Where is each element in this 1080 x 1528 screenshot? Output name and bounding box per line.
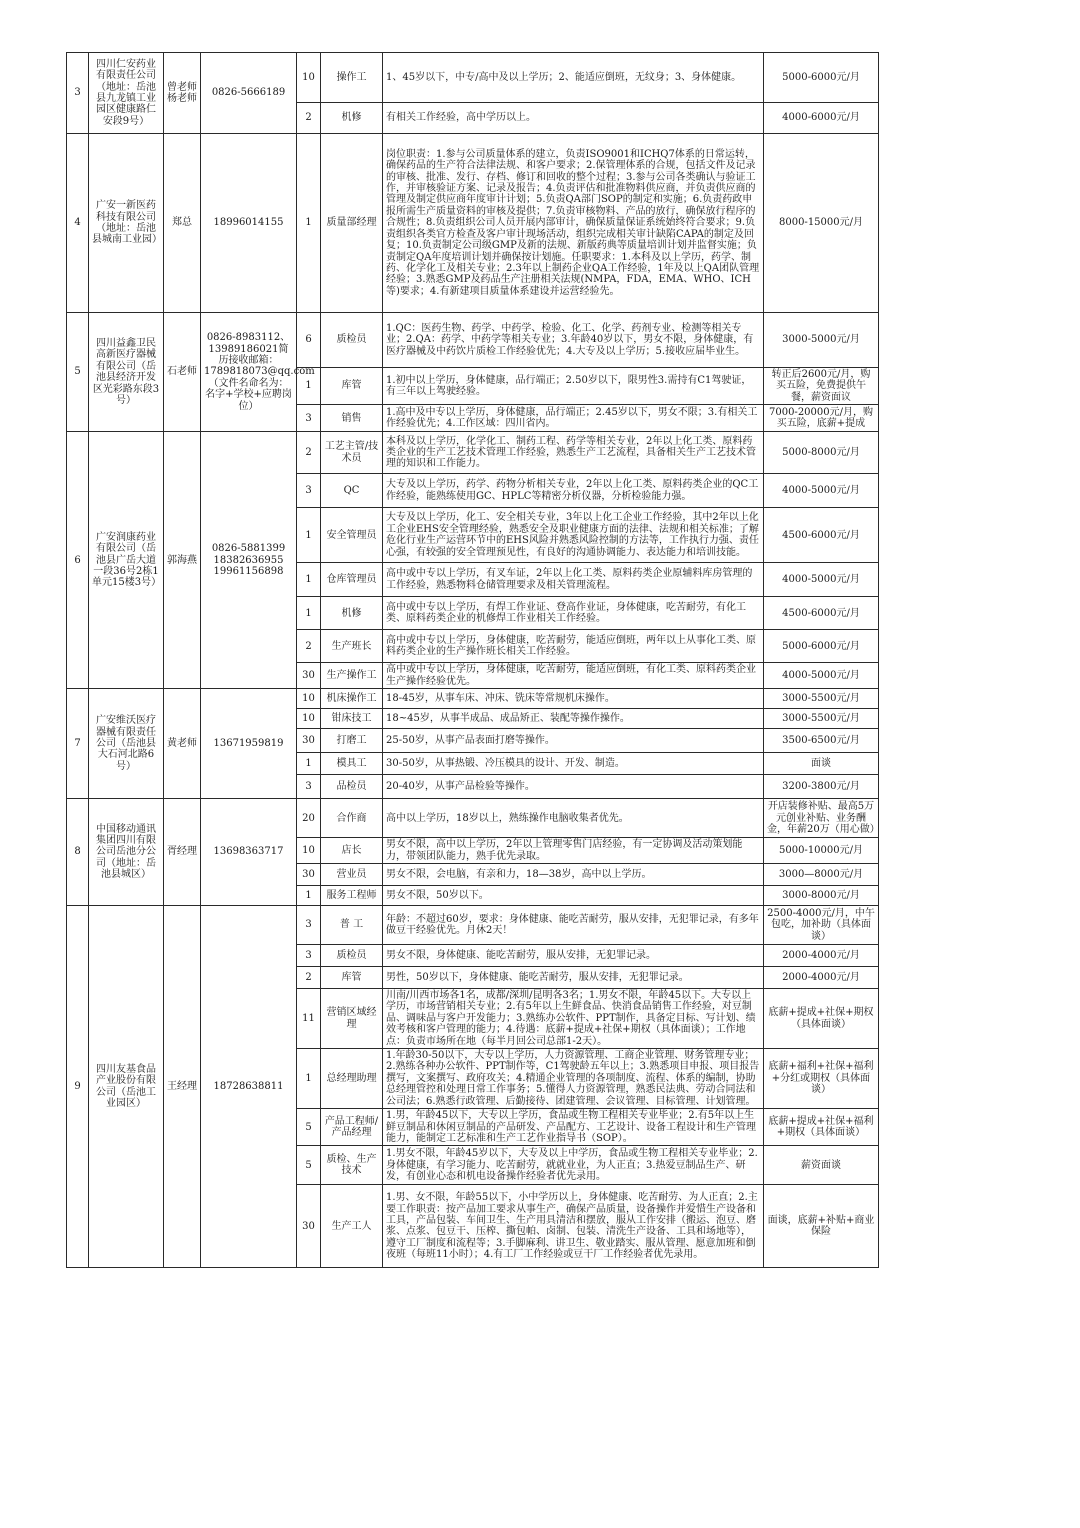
job-requirements: 大专及以上学历，药学、药物分析相关专业，2年以上化工类、原料药类企业的QC工作经验，能熟练使用GC、HPLC等精密分析仪器，分析检验能力强。 [383, 474, 764, 508]
job-count: 30 [297, 864, 321, 886]
job-title: 普 工 [321, 906, 383, 945]
job-title: 工艺主管/技术员 [321, 432, 383, 474]
job-title: 合作商 [321, 799, 383, 838]
job-title: QC [321, 474, 383, 508]
job-title: 质检员 [321, 313, 383, 368]
job-count: 10 [297, 838, 321, 864]
contact-person: 王经理 [164, 906, 201, 1268]
job-count: 3 [297, 405, 321, 432]
job-title: 销售 [321, 405, 383, 432]
table-body [67, 53, 879, 1268]
job-title: 操作工 [321, 53, 383, 103]
job-title: 生产工人 [321, 1185, 383, 1268]
job-title: 总经理助理 [321, 1049, 383, 1109]
job-salary: 4000-5000元/月 [764, 563, 879, 597]
job-salary: 4000-5000元/月 [764, 474, 879, 508]
job-salary: 4000-6000元/月 [764, 103, 879, 134]
company-name: 广安润康药业有限公司（岳池县广岳大道一段36号2栋1单元15楼3号） [89, 432, 164, 689]
job-count: 3 [297, 945, 321, 967]
job-requirements: 高中或中专以上学历，身体健康，吃苦耐劳，能适应倒班，有化工类、原料药类企业生产操作经验优先。 [383, 663, 764, 689]
table-row [67, 799, 879, 838]
job-title: 质检、生产技术 [321, 1146, 383, 1185]
job-salary: 3000-5500元/月 [764, 709, 879, 729]
job-title: 营销区域经理 [321, 989, 383, 1049]
job-salary: 5000-8000元/月 [764, 432, 879, 474]
job-salary: 3000-8000元/月 [764, 886, 879, 906]
job-salary: 底薪+福利+社保+福利+分红或期权（具体面谈） [764, 1049, 879, 1109]
job-requirements: 1.QC：医药生物、药学、中药学、检验、化工、化学、药剂专业、检测等相关专业；2.QA：药学、中药学等相关专业；3.年龄40岁以下，男女不限，身体健康，有医疗器械及中药饮片质检工作经验优先；4.大专及以上学历；5.接收应届毕业生。 [383, 313, 764, 368]
job-requirements: 男女不限，会电脑，有亲和力，18—38岁，高中以上学历。 [383, 864, 764, 886]
job-title: 安全管理员 [321, 508, 383, 563]
company-name: 四川友基食品产业股份有限公司（岳池工业园区） [89, 906, 164, 1268]
job-title: 钳床技工 [321, 709, 383, 729]
job-count: 5 [297, 1109, 321, 1146]
job-title: 质检员 [321, 945, 383, 967]
job-requirements: 高中或中专以上学历，身体健康，吃苦耐劳，能适应倒班，两年以上从事化工类、原料药类企业的生产操作班长相关工作经验。 [383, 630, 764, 663]
job-count: 1 [297, 753, 321, 775]
job-salary: 8000-15000元/月 [764, 134, 879, 313]
job-title: 服务工程师 [321, 886, 383, 906]
job-count: 30 [297, 663, 321, 689]
job-requirements: 1、45岁以下，中专/高中及以上学历；2、能适应倒班，无纹身；3、身体健康。 [383, 53, 764, 103]
recruitment-table [66, 52, 879, 1268]
job-title: 生产操作工 [321, 663, 383, 689]
job-title: 机床操作工 [321, 689, 383, 709]
job-requirements: 高中以上学历，18岁以上，熟练操作电脑收集者优先。 [383, 799, 764, 838]
contact-person: 黄老师 [164, 689, 201, 799]
job-requirements: 20-40岁，从事产品检验等操作。 [383, 775, 764, 799]
job-title: 店长 [321, 838, 383, 864]
job-requirements: 30-50岁，从事热锻、冷压模具的设计、开发、制造。 [383, 753, 764, 775]
job-count: 2 [297, 432, 321, 474]
job-requirements: 高中或中专以上学历，有叉车证，2年以上化工类、原料药类企业原辅料库房管理的工作经验，熟悉物料仓储管理要求及相关管理流程。 [383, 563, 764, 597]
job-requirements: 年龄：不超过60岁，要求：身体健康、能吃苦耐劳，服从安排，无犯罪记录，有多年做豆干经验优先。月休2天！ [383, 906, 764, 945]
job-requirements: 男性，50岁以下，身体健康、能吃苦耐劳，服从安排，无犯罪记录。 [383, 967, 764, 989]
job-title: 品检员 [321, 775, 383, 799]
job-count: 1 [297, 134, 321, 313]
job-count: 2 [297, 630, 321, 663]
job-requirements: 25-50岁，从事产品表面打磨等操作。 [383, 729, 764, 753]
job-count: 1 [297, 597, 321, 630]
job-title: 机修 [321, 597, 383, 630]
job-requirements: 1.男、女不限，年龄55以下，小中学历以上，身体健康、吃苦耐劳、为人正直；2.主要工作职责：按产品加工要求从事生产，确保产品质量，设备操作并爱惜生产设备和工具，产品包装、车间卫生、生产用具清洁和摆放，服从工作安排（搬运、泡豆、磨浆、点浆、包豆干、压榨、撕包帕、卤制、包装、清洗生产设备、工具和场地等），遵守工厂制度和流程等；3.手脚麻利、讲卫生、敬业踏实、服从管理、愿意加班和倒夜班（每班11小时）；4.有工厂工作经验或豆干厂工作经验者优先录用。 [383, 1185, 764, 1268]
company-name: 四川仁安药业有限责任公司（地址：岳池县九龙镇工业园区健康路仁安段9号） [89, 53, 164, 134]
job-requirements: 1.男女不限，年龄45岁以下，大专及以上中学历，食品或生物工程相关专业毕业；2.身体健康，有学习能力、吃苦耐劳，就就业业，为人正直；3.热爱豆制品生产、研发，有创业心态和机电设备操作经验者优先录用。 [383, 1146, 764, 1185]
job-count: 3 [297, 474, 321, 508]
job-salary: 3200-3800元/月 [764, 775, 879, 799]
job-count: 5 [297, 1146, 321, 1185]
table-row [67, 906, 879, 945]
job-requirements: 本科及以上学历，化学化工、制药工程、药学等相关专业，2年以上化工类、原料药类企业的生产工艺技术管理工作经验，熟悉生产工艺流程，具备相关生产工艺技术管理的知识和工作能力。 [383, 432, 764, 474]
job-salary: 5000-6000元/月 [764, 630, 879, 663]
job-salary: 3000-5500元/月 [764, 689, 879, 709]
contact-phone: 0826-5881399 18382636955 19961156898 [201, 432, 297, 689]
job-salary: 4000-5000元/月 [764, 663, 879, 689]
company-name: 广安维沃医疗器械有限责任公司（岳池县大石河北路6号） [89, 689, 164, 799]
contact-phone: 18728638811 [201, 906, 297, 1268]
row-number: 9 [67, 906, 89, 1268]
contact-person: 胥经理 [164, 799, 201, 906]
job-count: 30 [297, 1185, 321, 1268]
table-row [67, 432, 879, 474]
job-count: 10 [297, 53, 321, 103]
job-requirements: 1.初中以上学历，身体健康，品行端正；2.50岁以下，限男性3.需持有C1驾驶证，有三年以上驾驶经验。 [383, 368, 764, 405]
job-salary: 2000-4000元/月 [764, 967, 879, 989]
job-count: 3 [297, 775, 321, 799]
job-title: 打磨工 [321, 729, 383, 753]
contact-person: 郑总 [164, 134, 201, 313]
job-count: 10 [297, 689, 321, 709]
job-salary: 7000-20000元/月，购买五险，底薪+提成 [764, 405, 879, 432]
job-salary: 2000-4000元/月 [764, 945, 879, 967]
row-number: 8 [67, 799, 89, 906]
job-count: 10 [297, 709, 321, 729]
job-salary: 5000-6000元/月 [764, 53, 879, 103]
job-requirements: 1.男，年龄45以下，大专以上学历，食品或生物工程相关专业毕业；2.有5年以上生鲜豆制品和休闲豆制品的产品研发、产品配方、工艺设计、设备工程设计和生产管理能力，能制定工艺标准和生产工艺作业指导书（SOP）。 [383, 1109, 764, 1146]
row-number: 6 [67, 432, 89, 689]
job-salary: 底薪+提成+社保+福利+期权（具体面谈） [764, 1109, 879, 1146]
job-count: 20 [297, 799, 321, 838]
job-title: 模具工 [321, 753, 383, 775]
job-title: 库管 [321, 368, 383, 405]
job-salary: 3500-6500元/月 [764, 729, 879, 753]
job-requirements: 男女不限，50岁以下。 [383, 886, 764, 906]
job-count: 1 [297, 886, 321, 906]
company-name: 广安一新医药科技有限公司（地址：岳池县城南工业园） [89, 134, 164, 313]
row-number: 4 [67, 134, 89, 313]
job-requirements: 男女不限，身体健康、能吃苦耐劳，服从安排，无犯罪记录。 [383, 945, 764, 967]
job-salary: 开店装修补贴、最高5万元创业补贴、业务酬金，年薪20万（用心做） [764, 799, 879, 838]
contact-person: 曾老师 杨老师 [164, 53, 201, 134]
job-requirements: 18~45岁，从事半成品、成品矫正、装配等操作操作。 [383, 709, 764, 729]
contact-phone: 13698363717 [201, 799, 297, 906]
table-row [67, 53, 879, 103]
job-requirements: 大专及以上学历，化工、安全相关专业，3年以上化工企业工作经验，其中2年以上化工企业EHS安全管理经验，熟悉安全及职业健康方面的法律、法规和相关标准；了解危化行业生产运营环节中的EHS风险并熟悉风险控制的方法等，工作执行力强、责任心强，有较强的安全管理预见性，有良好的沟通协调能力、表达能力和培训技能。 [383, 508, 764, 563]
job-salary: 5000-10000元/月 [764, 838, 879, 864]
job-salary: 2500-4000元/月，中午包吃，加补助（具体面谈） [764, 906, 879, 945]
contact-phone: 0826-5666189 [201, 53, 297, 134]
contact-phone: 0826-8983112、13989186021简历接收邮箱：1789818073@qq.com（文件名命名为：名字+学校+应聘岗位） [201, 313, 297, 432]
job-salary: 4500-6000元/月 [764, 597, 879, 630]
job-title: 库管 [321, 967, 383, 989]
job-title: 产品工程师/产品经理 [321, 1109, 383, 1146]
row-number: 3 [67, 53, 89, 134]
table-row [67, 134, 879, 313]
contact-phone: 18996014155 [201, 134, 297, 313]
job-requirements: 有相关工作经验，高中学历以上。 [383, 103, 764, 134]
job-count: 1 [297, 508, 321, 563]
company-name: 四川益鑫卫民高新医疗器械有限公司（岳池县经济开发区光彩路东段3号） [89, 313, 164, 432]
job-count: 3 [297, 906, 321, 945]
job-count: 1 [297, 368, 321, 405]
job-title: 生产班长 [321, 630, 383, 663]
job-salary: 4500-6000元/月 [764, 508, 879, 563]
row-number: 5 [67, 313, 89, 432]
job-title: 仓库管理员 [321, 563, 383, 597]
job-title: 机修 [321, 103, 383, 134]
job-salary: 底薪+提成+社保+期权（具体面谈） [764, 989, 879, 1049]
job-salary: 转正后2600元/月，购买五险，免费提供午餐，薪资面议 [764, 368, 879, 405]
job-title: 营业员 [321, 864, 383, 886]
job-requirements: 高中或中专以上学历，有焊工作业证、登高作业证，身体健康，吃苦耐劳，有化工类、原料药类企业的机修焊工作业相关工作经验。 [383, 597, 764, 630]
job-salary: 薪资面谈 [764, 1146, 879, 1185]
job-count: 2 [297, 967, 321, 989]
job-count: 2 [297, 103, 321, 134]
job-requirements: 1.高中及中专以上学历，身体健康，品行端正；2.45岁以下，男女不限；3.有相关工作经验优先；4.工作区域：四川省内。 [383, 405, 764, 432]
job-count: 1 [297, 563, 321, 597]
job-count: 30 [297, 729, 321, 753]
job-count: 11 [297, 989, 321, 1049]
job-salary: 3000—8000元/月 [764, 864, 879, 886]
job-requirements: 岗位职责：1.参与公司质量体系的建立，负责ISO9001和ICHQ7体系的日常运转，确保药品的生产符合法律法规、和客户要求；2.保管理体系的合规，包括文件及记录的审核、批准、发行、存档、修订和回收的整个过程；3.参与公司各类确认与验证工作，并审核验证方案、记录及报告；4.负责评估和批准物料供应商，并负责供应商的管理及制定供应商年度审计计划；5.负责QA部门SOP的制定和实施；6.负责药政申报所需生产质量资料的审核及提供；7.负责审核物料、产品的放行，确保放行程序的合规性；8.负责组织公司人员开展内部审计，确保质量保证系统始终符合要求；9.负责组织各类官方检查及客户审计现场活动，组织完成相关审计缺陷CAPA的制定及回复；10.负责制定公司级GMP及新的法规、新版药典等质量培训计划并监督实施；负责制定QA年度培训计划并确保按计划施。任职要求：1.本科及以上学历，药学、制药、化学化工及相关专业；2.3年以上制药企业QA工作经验，1年及以上QA团队管理经验；3.熟悉GMP及药品生产注册相关法规(NMPA，FDA，EMA、WHO、ICH等)要求；4.有新建项目质量体系建设并运营经验先。 [383, 134, 764, 313]
contact-phone: 13671959819 [201, 689, 297, 799]
job-salary: 3000-5000元/月 [764, 313, 879, 368]
job-salary: 面谈 [764, 753, 879, 775]
job-title: 质量部经理 [321, 134, 383, 313]
job-requirements: 川南/川西市场各1名，成都/深圳/昆明各3名；1.男女不限，年龄45以下。大专以上学历，市场营销相关专业；2.有5年以上生鲜食品、快消食品销售工作经验，对豆制品、调味品与客户开发能力；3.熟练办公软件、PPT制作，具备定目标、写计划、绩效考核和客户管理的能力；4.待遇：底薪+提成+社保+期权（具体面谈）；工作地点：负责市场所在地（每半月回公司总部1-2天）。 [383, 989, 764, 1049]
contact-person: 郭海燕 [164, 432, 201, 689]
job-requirements: 18-45岁，从事车床、冲床、铣床等常规机床操作。 [383, 689, 764, 709]
job-salary: 面谈，底薪+补贴+商业保险 [764, 1185, 879, 1268]
contact-person: 石老师 [164, 313, 201, 432]
job-requirements: 男女不限，高中以上学历，2年以上管理零售门店经验，有一定协调及活动策划能力，带领团队能力，熟手优先录取。 [383, 838, 764, 864]
row-number: 7 [67, 689, 89, 799]
job-count: 1 [297, 1049, 321, 1109]
job-requirements: 1.年龄30-50以下，大专以上学历，人力资源管理、工商企业管理、财务管理专业；2.熟练各种办公软件、PPT制作等，C1驾驶龄五年以上；3.熟悉项目申报、项目报告撰写，文案撰写、政府攻关；4.精通企业管理的各项制度、流程、体系的编制，协助总经理管控和处理日常工作事务；5.懂得人力资源管理，熟悉民法典、劳动合同法和公司法；6.熟悉行政管理、后勤接待、团建管理、会议管理、目标管理、计划管理。 [383, 1049, 764, 1109]
company-name: 中国移动通讯集团四川有限公司岳池分公司（地址：岳池县城区） [89, 799, 164, 906]
job-count: 6 [297, 313, 321, 368]
table-row [67, 313, 879, 368]
table-row [67, 689, 879, 709]
